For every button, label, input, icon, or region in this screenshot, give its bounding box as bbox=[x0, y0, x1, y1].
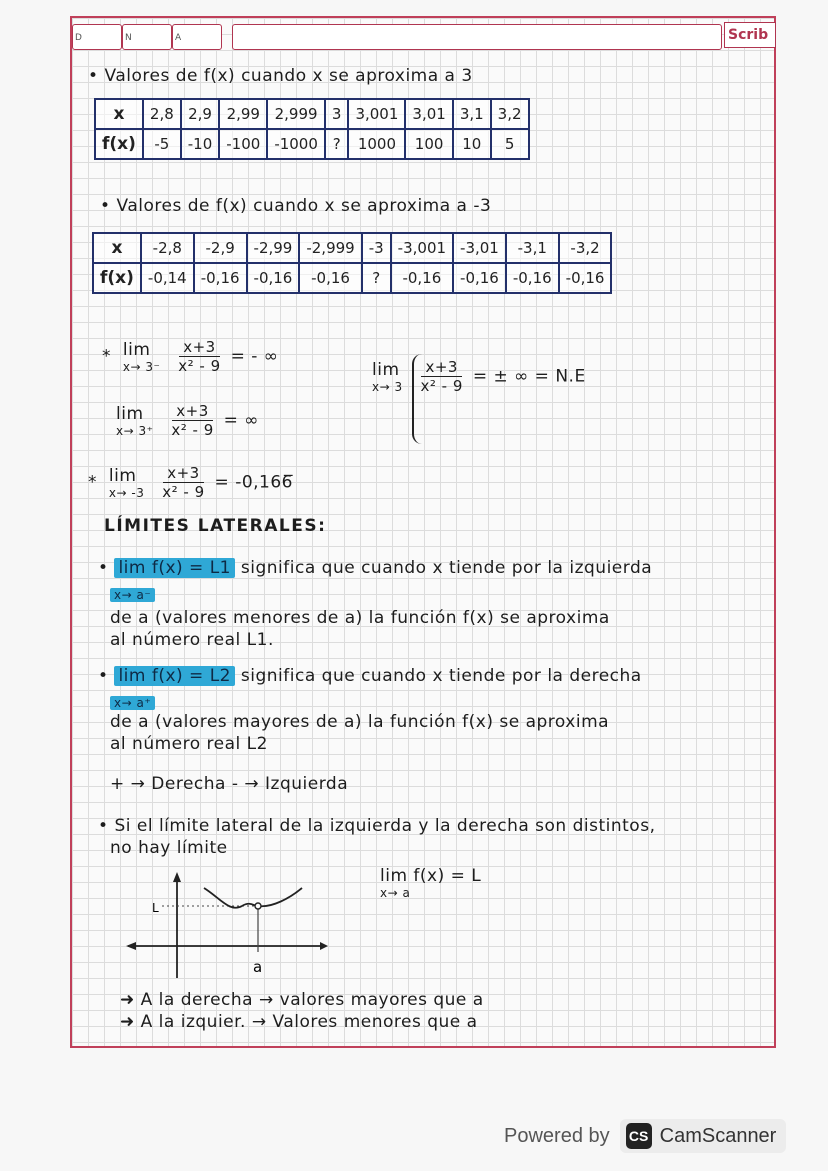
denominator: x² - 9 bbox=[420, 377, 463, 395]
powered-by-text: Powered by bbox=[504, 1124, 610, 1147]
table-row-fx bbox=[93, 263, 611, 293]
left-lateral-line2: de a (valores menores de a) la función f(x) se aproxima bbox=[110, 608, 610, 628]
limit-result: = ∞ bbox=[223, 410, 259, 431]
table-cell: -0,14 bbox=[141, 263, 194, 293]
sign-direction-note: + → Derecha - → Izquierda bbox=[110, 774, 349, 794]
table-row-fx bbox=[95, 129, 529, 159]
numerator: x+3 bbox=[421, 358, 462, 377]
section1-title: • Valores de f(x) cuando x se aproxima a 3 bbox=[88, 66, 473, 86]
table-cell: -2,999 bbox=[299, 233, 361, 263]
table-row-x bbox=[95, 99, 529, 129]
camscanner-badge bbox=[620, 1119, 787, 1153]
denominator: x² - 9 bbox=[162, 483, 205, 501]
table-cell: -0,16 bbox=[559, 263, 612, 293]
x-axis-arrow-left bbox=[126, 942, 136, 950]
left-lateral-line1: • lim f(x) = L1 significa que cuando x tiende por la izquierda bbox=[98, 558, 653, 578]
table-cell: 3,2 bbox=[491, 99, 529, 129]
graph-limit-text: lim f(x) = L bbox=[380, 866, 482, 886]
table-cell: 2,9 bbox=[181, 99, 220, 129]
limit-result: = - ∞ bbox=[230, 346, 279, 367]
section2-title: • Valores de f(x) cuando x se aproxima a -3 bbox=[100, 196, 491, 216]
table-cell: 1000 bbox=[348, 129, 405, 159]
table-cell: ? bbox=[362, 263, 391, 293]
table-cell: -3,1 bbox=[506, 233, 559, 263]
table-cell: -2,99 bbox=[247, 233, 300, 263]
header-field-a bbox=[172, 24, 222, 50]
limit-result: = -0,166̅ bbox=[214, 472, 293, 493]
highlight-left-sub: x→ a⁻ bbox=[110, 588, 155, 602]
table-row-x bbox=[93, 233, 611, 263]
table-cell: -0,16 bbox=[194, 263, 247, 293]
highlight-left-limit: lim f(x) = L1 bbox=[114, 558, 235, 578]
notebook-page bbox=[70, 16, 776, 1048]
camscanner-watermark bbox=[504, 1116, 786, 1156]
left-lateral-sub-wrap bbox=[110, 584, 155, 604]
table-cell: -2,8 bbox=[141, 233, 194, 263]
lim-subscript: x→ -3 bbox=[108, 485, 145, 500]
table-cell: -0,16 bbox=[247, 263, 300, 293]
denominator: x² - 9 bbox=[171, 421, 214, 439]
function-curve bbox=[204, 888, 302, 908]
table-cell: 2,8 bbox=[143, 99, 181, 129]
right-lateral-line1: • lim f(x) = L2 significa que cuando x tiende por la derecha bbox=[98, 666, 642, 686]
limit-left-3 bbox=[102, 338, 278, 375]
x-axis-arrow-right bbox=[320, 942, 328, 950]
right-lateral-text1: significa que cuando x tiende por la derecha bbox=[240, 666, 642, 686]
y-axis-arrow bbox=[173, 872, 181, 882]
table-cell: 2,99 bbox=[219, 99, 267, 129]
left-lateral-line3: al número real L1. bbox=[110, 630, 274, 650]
table-cell: -5 bbox=[143, 129, 181, 159]
lim-word: lim bbox=[372, 359, 400, 380]
graph-label-l: L bbox=[152, 901, 159, 915]
table-cell: -0,16 bbox=[453, 263, 506, 293]
lim-subscript: x→ 3⁻ bbox=[122, 359, 161, 374]
scribd-logo: Scrib bbox=[724, 22, 776, 48]
highlight-right-sub: x→ a⁺ bbox=[110, 696, 155, 710]
graph-label-a: a bbox=[253, 958, 263, 976]
table-cell: 2,999 bbox=[267, 99, 325, 129]
fraction bbox=[174, 338, 224, 375]
table-cell: -1000 bbox=[267, 129, 325, 159]
header-field-number-label: N bbox=[125, 33, 132, 43]
table-approach-neg3 bbox=[92, 232, 612, 294]
header-field-date-label: D bbox=[75, 33, 82, 43]
star-mark: * bbox=[102, 346, 111, 367]
table-cell: -0,16 bbox=[299, 263, 361, 293]
graph-limit-sub: x→ a bbox=[380, 886, 411, 900]
table-cell: 100 bbox=[405, 129, 452, 159]
table-cell: -3,01 bbox=[453, 233, 506, 263]
limit-graph bbox=[122, 868, 332, 988]
camscanner-logo-icon: CS bbox=[626, 1123, 652, 1149]
right-lateral-line2: de a (valores mayores de a) la función f(x) se aproxima bbox=[110, 712, 610, 732]
fraction bbox=[167, 402, 217, 439]
lim-word: lim bbox=[108, 465, 137, 486]
table-cell: -0,16 bbox=[506, 263, 559, 293]
right-lateral-sub-wrap bbox=[110, 692, 155, 712]
table-cell: 5 bbox=[491, 129, 529, 159]
right-lateral-line3: al número real L2 bbox=[110, 734, 268, 754]
lim-subscript: x→ 3 bbox=[372, 379, 403, 394]
table-cell: -2,9 bbox=[194, 233, 247, 263]
note-left: ➜ A la izquier. → Valores menores que a bbox=[120, 1012, 478, 1032]
fraction bbox=[158, 464, 208, 501]
lateral-heading: LÍMITES LATERALES: bbox=[104, 516, 327, 536]
table-cell: 3 bbox=[325, 99, 349, 129]
table-cell: 3,1 bbox=[453, 99, 491, 129]
table-cell: -100 bbox=[219, 129, 267, 159]
table-cell: -3,2 bbox=[559, 233, 612, 263]
table-cell: -3,001 bbox=[391, 233, 453, 263]
denominator: x² - 9 bbox=[178, 357, 221, 375]
lim-word: lim bbox=[122, 339, 151, 360]
table-cell: 3,01 bbox=[405, 99, 452, 129]
header-field-a-label: A bbox=[175, 33, 182, 43]
table-cell: -0,16 bbox=[391, 263, 453, 293]
rule-line1-text: Si el límite lateral de la izquierda y la derecha son distintos, bbox=[114, 816, 656, 836]
table-cell: 10 bbox=[453, 129, 491, 159]
table-header-fx: f(x) bbox=[93, 263, 141, 293]
table-cell: 3,001 bbox=[348, 99, 405, 129]
table-cell: ? bbox=[325, 129, 349, 159]
highlight-right-limit: lim f(x) = L2 bbox=[114, 666, 235, 686]
open-point bbox=[255, 903, 261, 909]
lim-subscript: x→ 3⁺ bbox=[116, 423, 154, 438]
header-title-box bbox=[232, 24, 722, 50]
limit-two-sided-3 bbox=[372, 358, 586, 395]
table-header-fx: f(x) bbox=[95, 129, 143, 159]
header-field-date bbox=[72, 24, 122, 50]
star-mark: * bbox=[88, 472, 97, 493]
limit-result: = ± ∞ = N.E bbox=[472, 366, 586, 387]
numerator: x+3 bbox=[179, 338, 220, 357]
table-header-x: x bbox=[95, 99, 143, 129]
limit-neg3 bbox=[88, 464, 293, 501]
lim-word: lim bbox=[116, 403, 144, 424]
note-right: ➜ A la derecha → valores mayores que a bbox=[120, 990, 484, 1010]
fraction bbox=[417, 358, 467, 395]
limit-right-3 bbox=[116, 402, 259, 439]
numerator: x+3 bbox=[172, 402, 213, 421]
graph-limit bbox=[380, 866, 481, 900]
camscanner-name: CamScanner bbox=[659, 1124, 777, 1147]
rule-line1: • Si el límite lateral de la izquierda y la derecha son distintos, bbox=[98, 816, 656, 836]
header-field-number bbox=[122, 24, 172, 50]
table-cell: -10 bbox=[181, 129, 220, 159]
rule-line2: no hay límite bbox=[110, 838, 228, 858]
numerator: x+3 bbox=[163, 464, 204, 483]
left-lateral-text1: significa que cuando x tiende por la izquierda bbox=[240, 558, 653, 578]
table-cell: -3 bbox=[362, 233, 391, 263]
table-header-x: x bbox=[93, 233, 141, 263]
table-approach-3 bbox=[94, 98, 530, 160]
